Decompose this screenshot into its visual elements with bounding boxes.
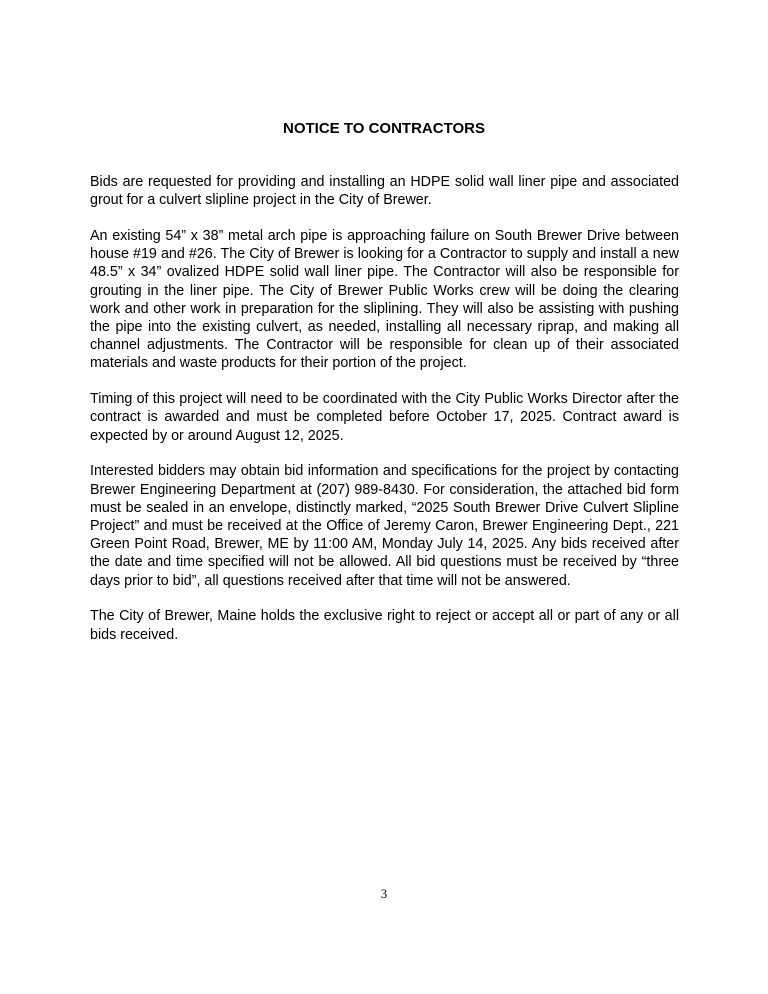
paragraph-bidder-instructions: Interested bidders may obtain bid information and specifications for the project by contacting Brewer Engineering Department at (207) 989-8430. For consideration, the attached bid form must be sealed in an envelope, distinctly marked, “2025 South Brewer Drive Culvert Slipline Project” and must be received at the Office of Jeremy Caron, Brewer Engineering Dept., 221 Green Point Road, Brewer, ME by 11:00 AM, Monday July 14, 2025. Any bids received after the date and time specified will not be allowed. All bid questions must be received by “three days prior to bid”, all questions received after that time will not be answered. (90, 463, 679, 589)
paragraph-bid-request: Bids are requested for providing and installing an HDPE solid wall liner pipe and associated grout for a culvert slipline project in the City of Brewer. (90, 174, 679, 209)
page-title: NOTICE TO CONTRACTORS (283, 120, 485, 137)
paragraph-project-description: An existing 54” x 38” metal arch pipe is approaching failure on South Brewer Drive between house #19 and #26. The City of Brewer is looking for a Contractor to supply and install a new 48.5” x 34” ovalized HDPE solid wall liner pipe. The Contractor will also be responsible for grouting in the liner pipe. The City of Brewer Public Works crew will be doing the clearing work and other work in preparation for the sliplining. They will also be assisting with pushing the pipe into the existing culvert, as needed, installing all necessary riprap, and making all channel adjustments. The Contractor will be responsible for clean up of their associated materials and waste products for their portion of the project. (90, 228, 679, 372)
notice-body (90, 173, 679, 661)
paragraph-timing: Timing of this project will need to be coordinated with the City Public Works Director after the contract is awarded and must be completed before October 17, 2025. Contract award is expected by or around August 12, 2025. (90, 391, 679, 444)
page-number: 3 (380, 887, 388, 901)
paragraph-rights-reserved: The City of Brewer, Maine holds the exclusive right to reject or accept all or part of any or all bids received. (90, 608, 679, 643)
